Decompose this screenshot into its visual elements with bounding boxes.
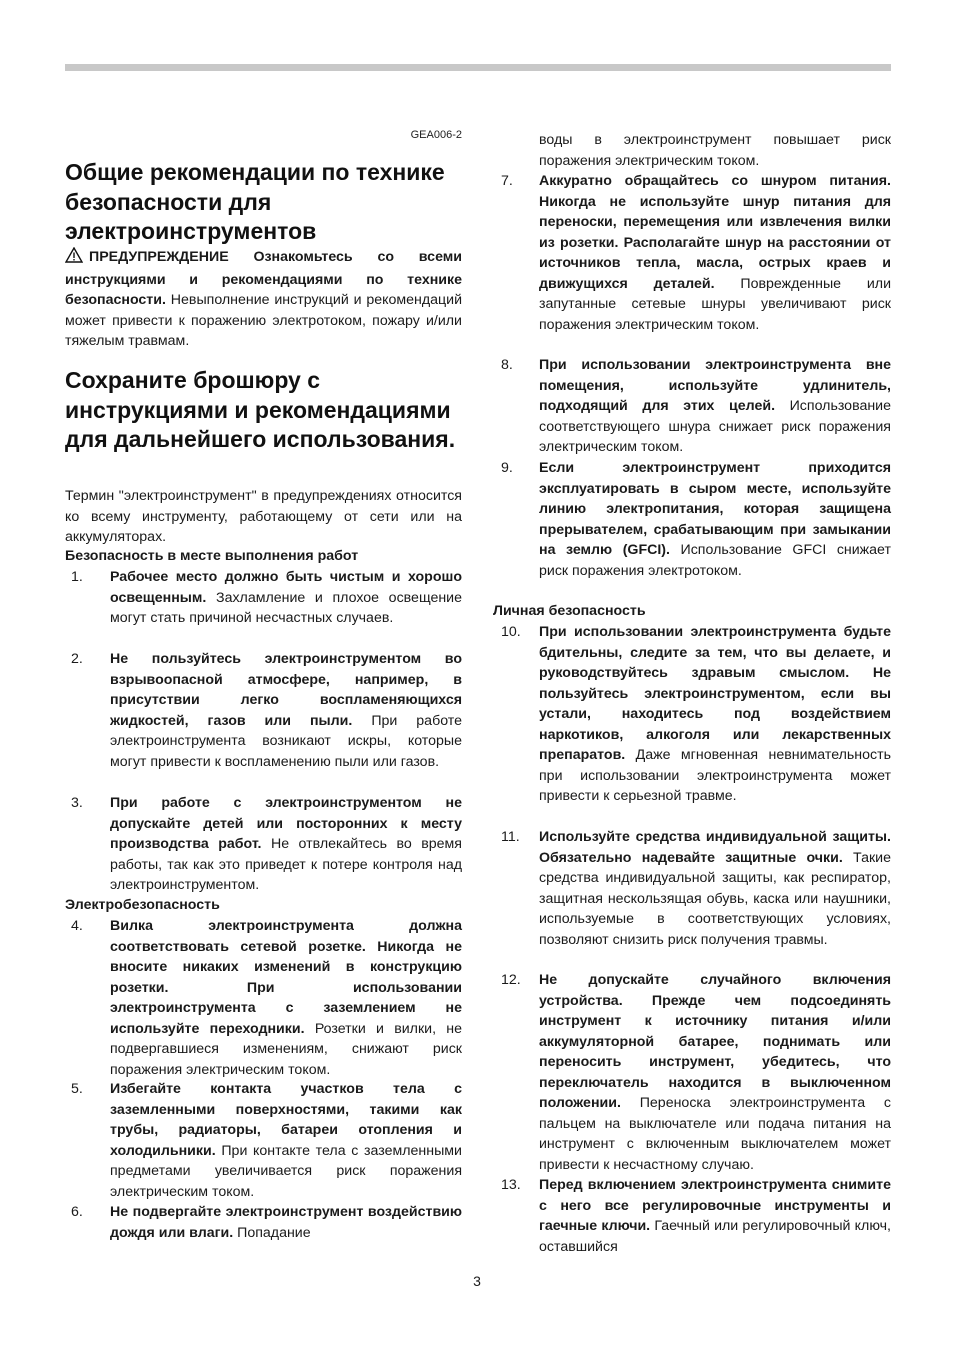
top-rule bbox=[65, 64, 891, 71]
item-number: 10. bbox=[501, 624, 521, 640]
warning-triangle-icon bbox=[65, 247, 83, 270]
item-number: 13. bbox=[501, 1177, 521, 1193]
item-bold: Избегайте контакта участков тела с заземленными поверхностями, такими как трубы, радиаторы, батареи отопления и холодильники. bbox=[110, 1081, 462, 1159]
item-text: Розетки и вилки, не подвергавшиеся изменениям, снижают риск поражения электрическим током. bbox=[110, 1020, 462, 1078]
item-number: 4. bbox=[71, 918, 83, 934]
intro-paragraph: Термин "электроинструмент" в предупреждениях относится ко всему инструменту, работающему от сети или на аккумуляторах. bbox=[65, 488, 462, 545]
item-text: Поврежденные или запутанные сетевые шнуры увеличивают риск поражения электрическим током. bbox=[539, 275, 891, 333]
item-bold: При использовании электроинструмента вне помещения, используйте удлинитель, подходящий для этих целей. bbox=[539, 357, 891, 414]
item-text: Использование соответствующего шнура снижает риск поражения электрическим током. bbox=[539, 398, 891, 455]
item-bold: При работе с электроинструментом не допускайте детей или посторонних к месту производства работ. bbox=[110, 795, 462, 852]
section-electrical: Электробезопасность bbox=[65, 897, 220, 913]
item-bold: Перед включением электроинструмента снимите с него все регулировочные инструменты и гаечные ключи. bbox=[539, 1177, 891, 1234]
item-number: 1. bbox=[71, 569, 83, 585]
item-bold: Вилка электроинструмента должна соответствовать сетевой розетке. Никогда не вносите никаких изменений в конструкцию розетки. При использовании электроинструмента с заземлением не используйте переходники. bbox=[110, 918, 462, 1037]
item-text: Захламление и плохое освещение могут стать причиной несчастных случаев. bbox=[110, 589, 462, 626]
item-text: Даже мгновенная невнимательность при использовании электроинструмента может привести к серьезной травме. bbox=[539, 747, 891, 804]
item-number: 5. bbox=[71, 1081, 83, 1097]
item-text: Гаечный или регулировочный ключ, оставшийся bbox=[539, 1218, 891, 1255]
document-code: GEA006-2 bbox=[410, 129, 462, 141]
item-text: Переноска электроинструмента с пальцем на выключателе или подача питания на инструмент с включенным выключателем может привести к несчастному случаю. bbox=[539, 1095, 891, 1173]
item-number: 3. bbox=[71, 795, 83, 811]
item-number: 8. bbox=[501, 357, 513, 373]
item-number: 6. bbox=[71, 1204, 83, 1220]
warning-label: ПРЕДУПРЕЖДЕНИЕ bbox=[89, 249, 229, 265]
item-bold: Используйте средства индивидуальной защиты. Обязательно надевайте защитные очки. bbox=[539, 829, 891, 866]
item-bold: Рабочее место должно быть чистым и хорошо освещенным. bbox=[110, 569, 462, 606]
page-number: 3 bbox=[473, 1273, 481, 1289]
warning-text: Невыполнение инструкций и рекомендаций может привести к поражению электротоком, пожару и/или тяжелым травмам. bbox=[65, 292, 462, 349]
item-text: Попадание bbox=[237, 1224, 311, 1241]
heading-keep-brochure: Сохраните брошюру с инструкциями и рекомендациями для дальнейшего использования. bbox=[65, 367, 456, 452]
item-text: Не отвлекайтесь во время работы, так как это приведет к потере контроля над электроинструментом. bbox=[110, 836, 462, 893]
item-bold: Не пользуйтесь электроинструментом во взрывоопасной атмосфере, например, в присутствии легко воспламеняющихся жидкостей, газов или пыли. bbox=[110, 651, 462, 729]
item-bold: Аккуратно обращайтесь со шнуром питания. Никогда не используйте шнур питания для переноски, перемещения или извлечения вилки из розетки. Располагайте шнур на расстоянии от источников тепла, масла, острых краев и движущихся деталей. bbox=[539, 173, 891, 292]
section-work-area: Безопасность в месте выполнения работ bbox=[65, 548, 359, 564]
item-number: 2. bbox=[71, 651, 83, 667]
item-bold: Не допускайте случайного включения устройства. Прежде чем подсоединять инструмент к источнику питания и/или аккумуляторной батарее, поднимать или переносить инструмент, убедитесь, что переключатель находится в выключенном положении. bbox=[539, 972, 891, 1111]
item-number: 9. bbox=[501, 460, 513, 476]
item-bold: При использовании электроинструмента будьте бдительны, следите за тем, что вы делаете, и руководствуйтесь здравым смыслом. Не пользуйтесь электроинструментом, если вы устали, находитесь под воздействием наркотиков, алкоголя или лекарственных препаратов. bbox=[539, 624, 891, 763]
item-text: При контакте тела с заземленными предметами увеличивается риск поражения электрическим током. bbox=[110, 1142, 462, 1200]
item-text: Такие средства индивидуальной защиты, как респиратор, защитная нескользящая обувь, каска или наушники, используемые в соответствующих условиях, позволяют снизить риск получения травмы. bbox=[539, 849, 891, 948]
item-text: Использование GFCI снижает риск поражения электротоком. bbox=[539, 542, 891, 579]
item-bold: Не подвергайте электроинструмент воздействию дождя или влаги. bbox=[110, 1204, 462, 1241]
heading-general-safety: Общие рекомендации по технике безопасности для электроинструментов bbox=[65, 159, 445, 244]
item-number: 12. bbox=[501, 972, 521, 988]
warning-paragraph bbox=[65, 247, 462, 352]
item-text: При работе электроинструмента возникают искры, которые могут привести к воспламенению пыли или газов. bbox=[110, 712, 462, 770]
item-number: 11. bbox=[501, 829, 520, 845]
section-personal: Личная безопасность bbox=[493, 603, 646, 619]
warning-bold: Ознакомьтесь со всеми инструкциями и рекомендациями по технике безопасности. bbox=[65, 249, 462, 308]
item-number: 7. bbox=[501, 173, 513, 189]
item-bold: Если электроинструмент приходится эксплуатировать в сыром месте, используйте линию электропитания, которая защищена прерывателем, срабатывающим при замыкании на землю (GFCI). bbox=[539, 460, 891, 558]
item-text: воды в электроинструмент повышает риск поражения электрическим током. bbox=[539, 132, 891, 169]
